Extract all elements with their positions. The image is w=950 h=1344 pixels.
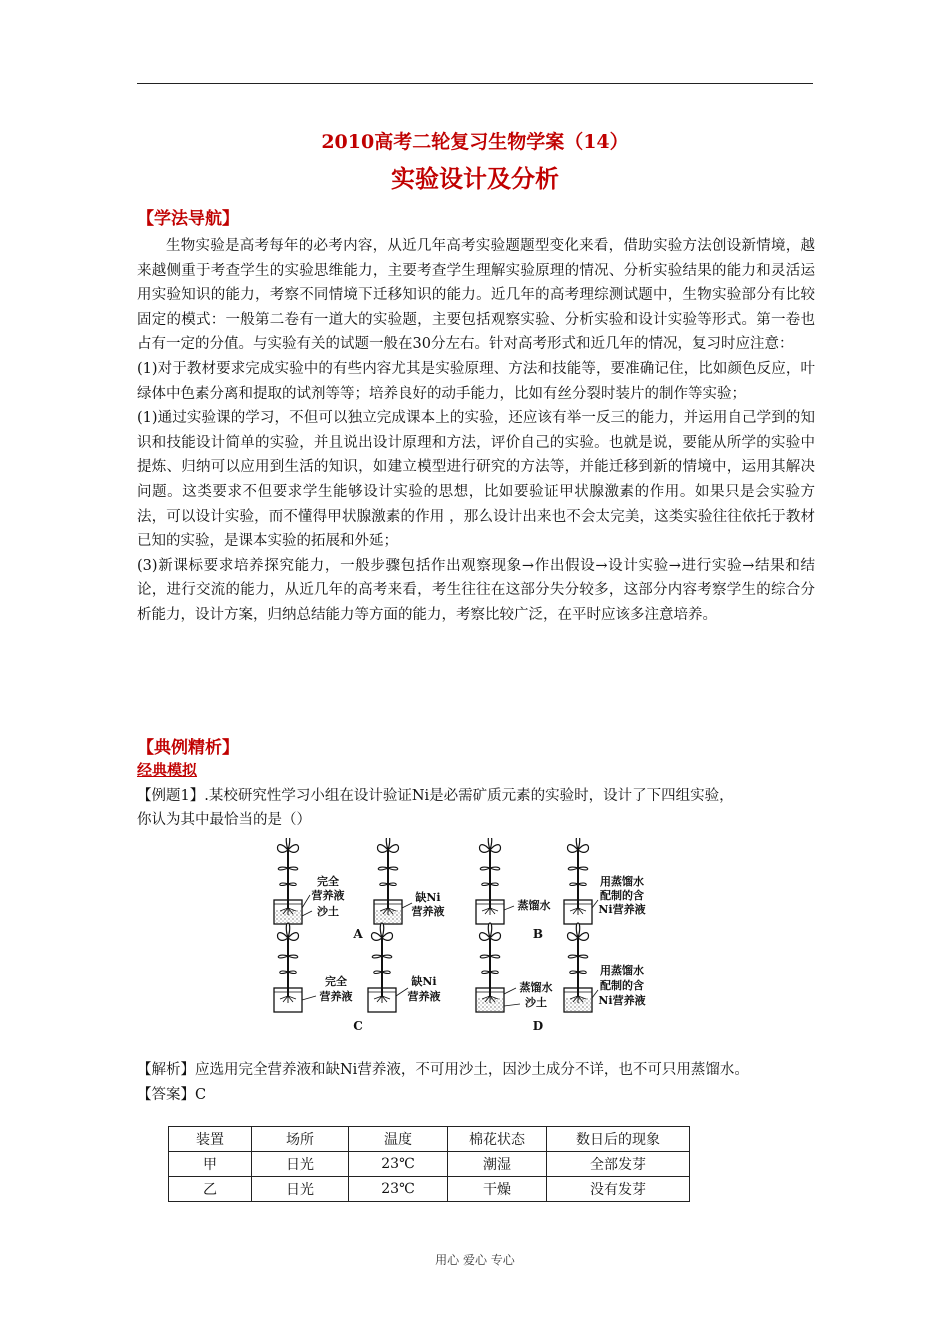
table-header-cell: 温度 — [349, 1127, 448, 1152]
experiment-table — [168, 1126, 690, 1202]
figure-panel-a — [274, 838, 445, 941]
table-cell: 潮湿 — [448, 1152, 547, 1177]
question-line-2: 你认为其中最恰当的是（） — [137, 812, 311, 828]
panel-d-right-3: Ni营养液 — [598, 994, 646, 1007]
study-guide-body — [137, 234, 815, 628]
table-header-cell: 装置 — [169, 1127, 252, 1152]
table-header-cell: 数日后的现象 — [547, 1127, 690, 1152]
section-heading-study-guide: 【学法导航】 — [137, 209, 239, 229]
panel-c-left-2: 营养液 — [319, 990, 353, 1003]
table-cell: 23℃ — [349, 1177, 448, 1202]
panel-a-left-2: 营养液 — [311, 889, 345, 902]
panel-a-left-1: 完全 — [317, 875, 339, 888]
panel-d-label: D — [532, 1019, 544, 1033]
table-cell: 干燥 — [448, 1177, 547, 1202]
panel-b-right-2: 配制的含 — [600, 889, 644, 902]
point-2: (1)通过实验课的学习，不但可以独立完成课本上的实验，还应该有举一反三的能力，并运用自己学到的知识和技能设计简单的实验，并且说出设计原理和方法，评价自己的实验。也就是说，要能从所学的实验中提炼、归纳可以应用到生活的知识，如建立模型进行研究的方法等，并能迁移到新的情境中，运用其解决问题。这类要求不但要求学生能够设计实验的思想，比如要验证甲状腺激素的作用。如果只是会实验方法，可以设计实验，而不懂得甲状腺激素的作用 ，那么设计出来也不会太完美，这类实验往往依托于教材已知的实验，是课本实验的拓展和外延； — [137, 410, 815, 550]
analysis-line: 【解析】应选用完全营养液和缺Ni营养液，不可用沙土，因沙土成分不详，也不可只用蒸馏水。 — [137, 1062, 749, 1078]
experiment-figure — [262, 838, 688, 1038]
table-cell: 全部发芽 — [547, 1152, 690, 1177]
table-cell: 没有发芽 — [547, 1177, 690, 1202]
table-row — [169, 1152, 690, 1177]
doc-title: 2010高考二轮复习生物学案（14） — [321, 131, 629, 153]
table-cell: 23℃ — [349, 1152, 448, 1177]
table-cell: 日光 — [252, 1152, 349, 1177]
answer-line: 【答案】C — [137, 1087, 207, 1103]
panel-c-label: C — [353, 1019, 363, 1033]
figure-panel-b — [476, 838, 646, 941]
panel-b-right-3: Ni营养液 — [598, 903, 646, 916]
table-header-row — [169, 1127, 690, 1152]
panel-c-right-1: 缺Ni — [411, 975, 437, 988]
page-footer: 用心 爱心 专心 — [435, 1253, 515, 1267]
point-1: (1)对于教材要求完成实验中的有些内容尤其是实验原理、方法和技能等，要准确记住，比如颜色反应，叶绿体中色素分离和提取的试剂等等；培养良好的动手能力，比如有丝分裂时装片的制作等实验； — [137, 360, 815, 402]
panel-a-label: A — [353, 927, 363, 941]
subheading-classic: 经典模拟 — [137, 761, 198, 779]
table-cell: 日光 — [252, 1177, 349, 1202]
panel-d-left-1: 蒸馏水 — [519, 981, 553, 994]
header-rule — [137, 83, 813, 84]
table-row — [169, 1177, 690, 1202]
table-cell: 乙 — [169, 1177, 252, 1202]
doc-subtitle: 实验设计及分析 — [391, 164, 559, 193]
table-cell: 甲 — [169, 1152, 252, 1177]
point-3: (3)新课标要求培养探究能力，一般步骤包括作出观察现象→作出假设→设计实验→进行实验→结果和结论，进行交流的能力，从近几年的高考来看，考生往往在这部分失分较多，这部分内容考察学生的综合分析能力，设计方案，归纳总结能力等方面的能力，考察比较广泛，在平时应该多注意培养。 — [137, 557, 815, 623]
panel-a-right-2: 营养液 — [411, 905, 445, 918]
question-line-1: 【例题1】.某校研究性学习小组在设计验证Ni是必需矿质元素的实验时，设计了下四组实验， — [137, 788, 734, 804]
panel-c-left-1: 完全 — [325, 975, 347, 988]
panel-c-right-2: 营养液 — [407, 990, 441, 1003]
panel-a-right-1: 缺Ni — [415, 891, 441, 904]
figure-panel-d — [476, 923, 646, 1033]
table-header-cell: 棉花状态 — [448, 1127, 547, 1152]
panel-a-left-3: 沙土 — [317, 905, 339, 918]
panel-d-right-2: 配制的含 — [600, 979, 644, 992]
panel-b-right-1: 用蒸馏水 — [600, 875, 644, 888]
panel-b-label: B — [532, 927, 544, 941]
panel-b-left-1: 蒸馏水 — [517, 899, 551, 912]
panel-d-left-2: 沙土 — [525, 996, 547, 1009]
panel-d-right-1: 用蒸馏水 — [600, 964, 644, 977]
section-heading-examples: 【典例精析】 — [137, 738, 239, 758]
intro-paragraph: 生物实验是高考每年的必考内容，从近几年高考实验题题型变化来看，借助实验方法创设新情境，越来越侧重于考查学生的实验思维能力，主要考查学生理解实验原理的情况、分析实验结果的能力和灵活运用实验知识的能力，考察不同情境下迁移知识的能力。近几年的高考理综测试题中，生物实验部分有比较固定的模式：一般第二卷有一道大的实验题，主要包括观察实验、分析实验和设计实验等形式。第一卷也占有一定的分值。与实验有关的试题一般在30分左右。针对高考形式和近几年的情况，复习时应注意： — [137, 238, 815, 353]
table-header-cell: 场所 — [252, 1127, 349, 1152]
